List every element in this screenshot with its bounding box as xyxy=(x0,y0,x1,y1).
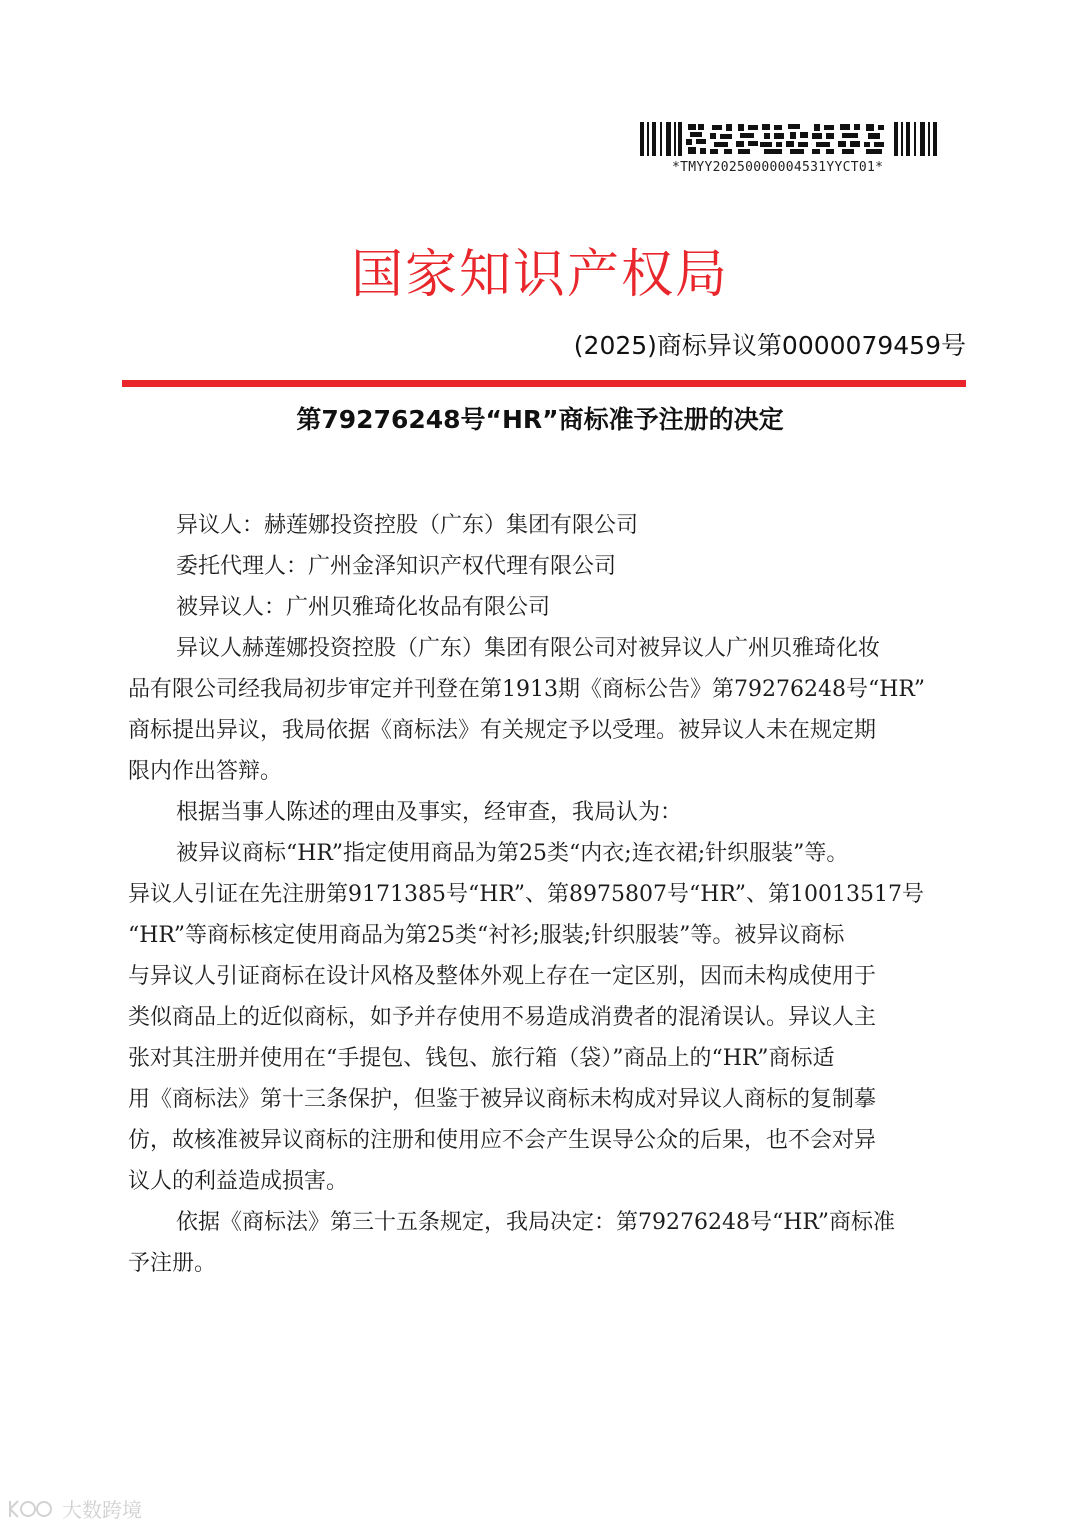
watermark-logo-icon xyxy=(6,1497,58,1521)
paragraph-line: 与异议人引证商标在设计风格及整体外观上存在一定区别，因而未构成使用于 xyxy=(128,964,877,989)
paragraph-line: 用《商标法》第十三条保护，但鉴于被异议商标未构成对异议人商标的复制摹 xyxy=(128,1087,877,1112)
paragraph-line: 异议人赫莲娜投资控股（广东）集团有限公司对被异议人广州贝雅琦化妆 xyxy=(176,636,881,661)
opposer-line: 异议人：赫莲娜投资控股（广东）集团有限公司 xyxy=(176,513,639,538)
paragraph-line: 异议人引证在先注册第9171385号“HR”、第8975807号“HR”、第10013517号 xyxy=(128,882,925,907)
document-title: 第79276248号“HR”商标准予注册的决定 xyxy=(296,405,784,434)
paragraph-line: 被异议商标“HR”指定使用商品为第25类“内衣;连衣裙;针织服装”等。 xyxy=(176,841,849,866)
document-body xyxy=(128,505,960,1284)
paragraph-line: 商标提出异议，我局依据《商标法》有关规定予以受理。被异议人未在规定期 xyxy=(128,718,877,743)
red-divider xyxy=(122,380,966,387)
paragraph-line: 张对其注册并使用在“手提包、钱包、旅行箱（袋）”商品上的“HR”商标适 xyxy=(128,1046,835,1071)
paragraph-line: 品有限公司经我局初步审定并刊登在第1913期《商标公告》第79276248号“HR” xyxy=(128,677,926,702)
paragraph-line: 类似商品上的近似商标，如予并存使用不易造成消费者的混淆误认。异议人主 xyxy=(128,1005,877,1030)
document-number: (2025)商标异议第0000079459号 xyxy=(573,331,966,360)
barcode-number: *TMYY20250000004531YYCT01* xyxy=(672,160,884,175)
watermark xyxy=(6,1494,142,1523)
paragraph-line: 根据当事人陈述的理由及事实，经审查，我局认为： xyxy=(176,800,683,825)
agency-name: 国家知识产权局 xyxy=(350,245,729,305)
agent-line: 委托代理人：广州金泽知识产权代理有限公司 xyxy=(176,554,617,579)
barcode xyxy=(640,122,940,156)
paragraph-line: 仿，故核准被异议商标的注册和使用应不会产生误导公众的后果，也不会对异 xyxy=(128,1128,877,1153)
paragraph-line: 议人的利益造成损害。 xyxy=(128,1169,349,1194)
watermark-text: 大数跨境 xyxy=(62,1498,142,1522)
paragraph-line: “HR”等商标核定使用商品为第25类“衬衫;服装;针织服装”等。被异议商标 xyxy=(128,923,845,948)
paragraph-line: 予注册。 xyxy=(128,1251,217,1276)
paragraph-line: 依据《商标法》第三十五条规定，我局决定：第79276248号“HR”商标准 xyxy=(176,1210,896,1235)
opposed-line: 被异议人：广州贝雅琦化妆品有限公司 xyxy=(176,595,551,620)
paragraph-line: 限内作出答辩。 xyxy=(128,759,283,784)
